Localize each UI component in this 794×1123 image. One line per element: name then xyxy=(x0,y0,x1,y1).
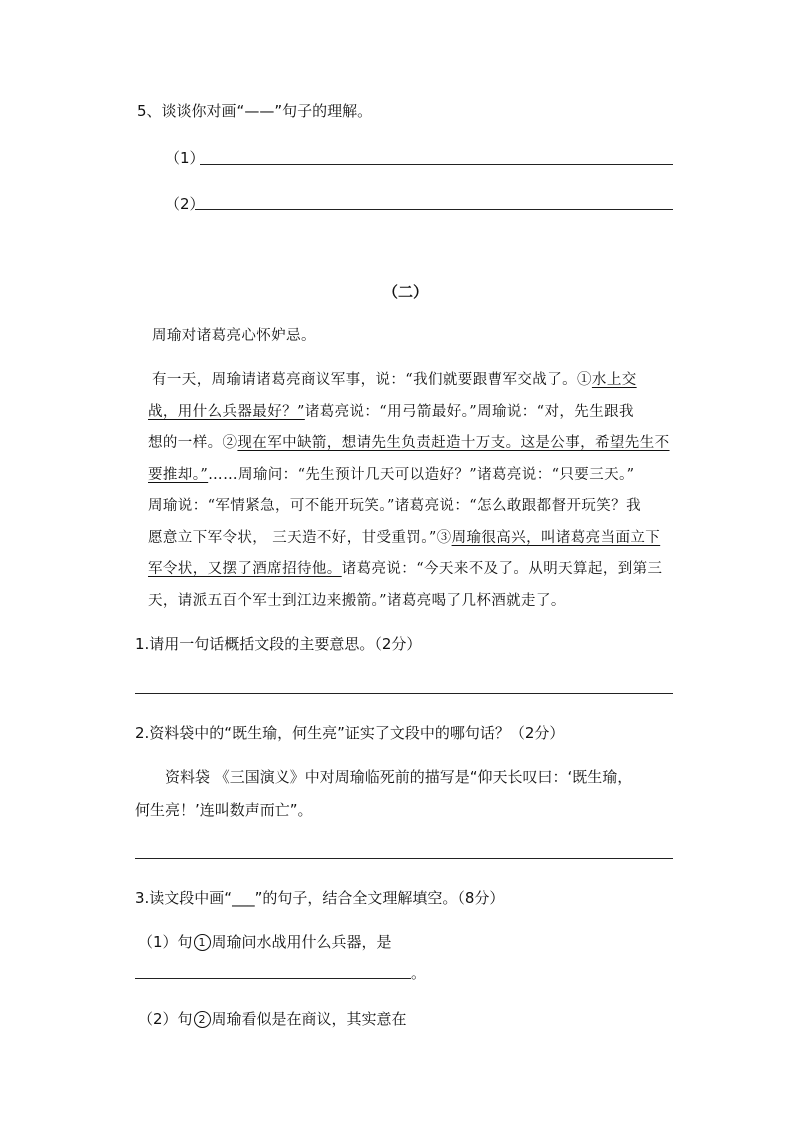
circled-number-1: 1 xyxy=(194,934,211,951)
answer-line-q2[interactable] xyxy=(135,858,673,859)
passage-row: 周瑜说：“军情紧急，可不能开玩笑。”诸葛亮说：“怎么敢跟都督开玩笑？我 xyxy=(148,498,641,514)
answer-line-2[interactable] xyxy=(195,209,673,210)
circled-number-2: 2 xyxy=(194,1011,211,1028)
question-1: 1.请用一句话概括文段的主要意思。（2分） xyxy=(135,635,422,653)
passage-row: 愿意立下军令状， 三天造不好，甘受重罚。”③周瑜很高兴，叫诸葛亮当面立下 xyxy=(148,529,661,546)
circled-number-1: ① xyxy=(577,372,592,388)
circled-number-3: ③ xyxy=(436,529,452,546)
underlined-sentence-2: 要推却。” xyxy=(148,466,209,483)
answer-line-1[interactable] xyxy=(200,164,673,165)
sentence-end-mark: 。 xyxy=(411,964,427,982)
passage-row: 天，请派五百个军士到江边来搬箭。”诸葛亮喝了几杯酒就走了。 xyxy=(148,592,566,609)
passage-row: 有一天，周瑜请诸葛亮商议军事，说：“我们就要跟曹军交战了。①水上交 xyxy=(152,372,637,388)
sub-question-3-1: （1）句 1 周瑜问水战用什么兵器，是 xyxy=(138,933,392,951)
passage-body xyxy=(148,365,678,617)
underlined-sentence-2: 现在军中缺箭，想请先生负责赶造十万支。这是公事，希望先生不 xyxy=(237,435,670,451)
sub-question-3-2: （2）句 2 周瑜看似是在商议，其实意在 xyxy=(138,1010,407,1028)
underlined-sentence-1: 水上交 xyxy=(591,372,637,388)
reference-text: 何生亮！’连叫数声而亡”。 xyxy=(135,801,313,819)
passage-row: 要推却。”……周瑜问：“先生预计几天可以造好？”诸葛亮说：“只要三天。” xyxy=(148,466,635,483)
underlined-sentence-3: 周瑜很高兴，叫诸葛亮当面立下 xyxy=(451,529,661,546)
answer-line-q3-1[interactable] xyxy=(135,978,411,979)
underlined-sentence-1: 战，用什么兵器最好？” xyxy=(148,403,305,420)
underlined-sentence-3: 军令状，又摆了酒席招待他。 xyxy=(148,561,342,577)
answer-line-q1[interactable] xyxy=(135,693,673,694)
passage-row: 战，用什么兵器最好？”诸葛亮说：“用弓箭最好。”周瑜说：“对，先生跟我 xyxy=(148,403,634,420)
reference-text: 资料袋 《三国演义》中对周瑜临死前的描写是“仰天长叹曰：‘既生瑜， xyxy=(165,768,633,786)
passage-intro: 周瑜对诸葛亮心怀妒忌。 xyxy=(152,328,316,344)
answer-label-2: （2） xyxy=(165,195,205,213)
question-3: 3.读文段中画“___”的句子，结合全文理解填空。（8分） xyxy=(135,889,505,907)
answer-label-1: （1） xyxy=(165,149,205,167)
question-5: 5、谈谈你对画“——”句子的理解。 xyxy=(137,102,373,120)
section-title: （二） xyxy=(383,283,429,301)
passage-row: 军令状，又摆了酒席招待他。诸葛亮说：“今天来不及了。从明天算起，到第三 xyxy=(148,561,663,577)
passage-row: 想的一样。②现在军中缺箭，想请先生负责赶造十万支。这是公事，希望先生不 xyxy=(148,435,670,451)
question-2: 2.资料袋中的“既生瑜，何生亮”证实了文段中的哪句话？（2分） xyxy=(135,724,565,742)
circled-number-2: ② xyxy=(222,435,238,451)
